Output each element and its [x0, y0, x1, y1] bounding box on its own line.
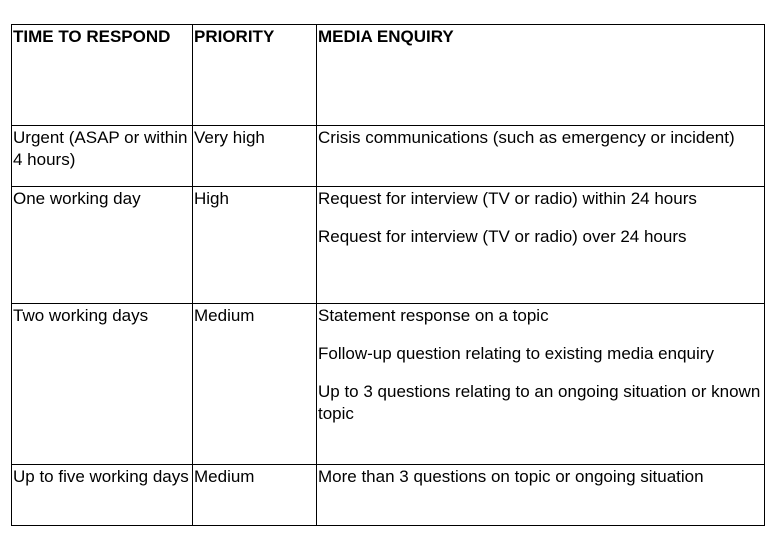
priority-cell: Medium: [193, 465, 317, 526]
time-cell: Two working days: [12, 304, 193, 465]
enquiry-item: Crisis communications (such as emergency or incident): [318, 128, 735, 147]
enquiry-cell: [317, 465, 765, 526]
enquiry-item: Request for interview (TV or radio) within 24 hours: [318, 189, 697, 208]
enquiry-item: Statement response on a topic: [318, 306, 549, 325]
enquiry-item: More than 3 questions on topic or ongoing situation: [318, 467, 704, 486]
table-row: [12, 187, 765, 304]
header-row: [12, 25, 765, 126]
header-time-to-respond: TIME TO RESPOND: [12, 25, 193, 126]
enquiry-cell: [317, 304, 765, 465]
response-time-table: [11, 24, 765, 526]
enquiry-cell: [317, 187, 765, 304]
table-row: [12, 465, 765, 526]
enquiry-item: Up to 3 questions relating to an ongoing situation or known topic: [318, 382, 761, 423]
header-media-enquiry: MEDIA ENQUIRY: [317, 25, 765, 126]
enquiry-cell: [317, 126, 765, 187]
enquiry-item: Follow-up question relating to existing media enquiry: [318, 344, 714, 363]
time-cell: One working day: [12, 187, 193, 304]
priority-cell: Very high: [193, 126, 317, 187]
table-row: [12, 126, 765, 187]
time-cell: Up to five working days: [12, 465, 193, 526]
table-row: [12, 304, 765, 465]
header-priority: PRIORITY: [193, 25, 317, 126]
enquiry-item: Request for interview (TV or radio) over 24 hours: [318, 227, 687, 246]
priority-cell: Medium: [193, 304, 317, 465]
time-cell: Urgent (ASAP or within 4 hours): [12, 126, 193, 187]
priority-cell: High: [193, 187, 317, 304]
